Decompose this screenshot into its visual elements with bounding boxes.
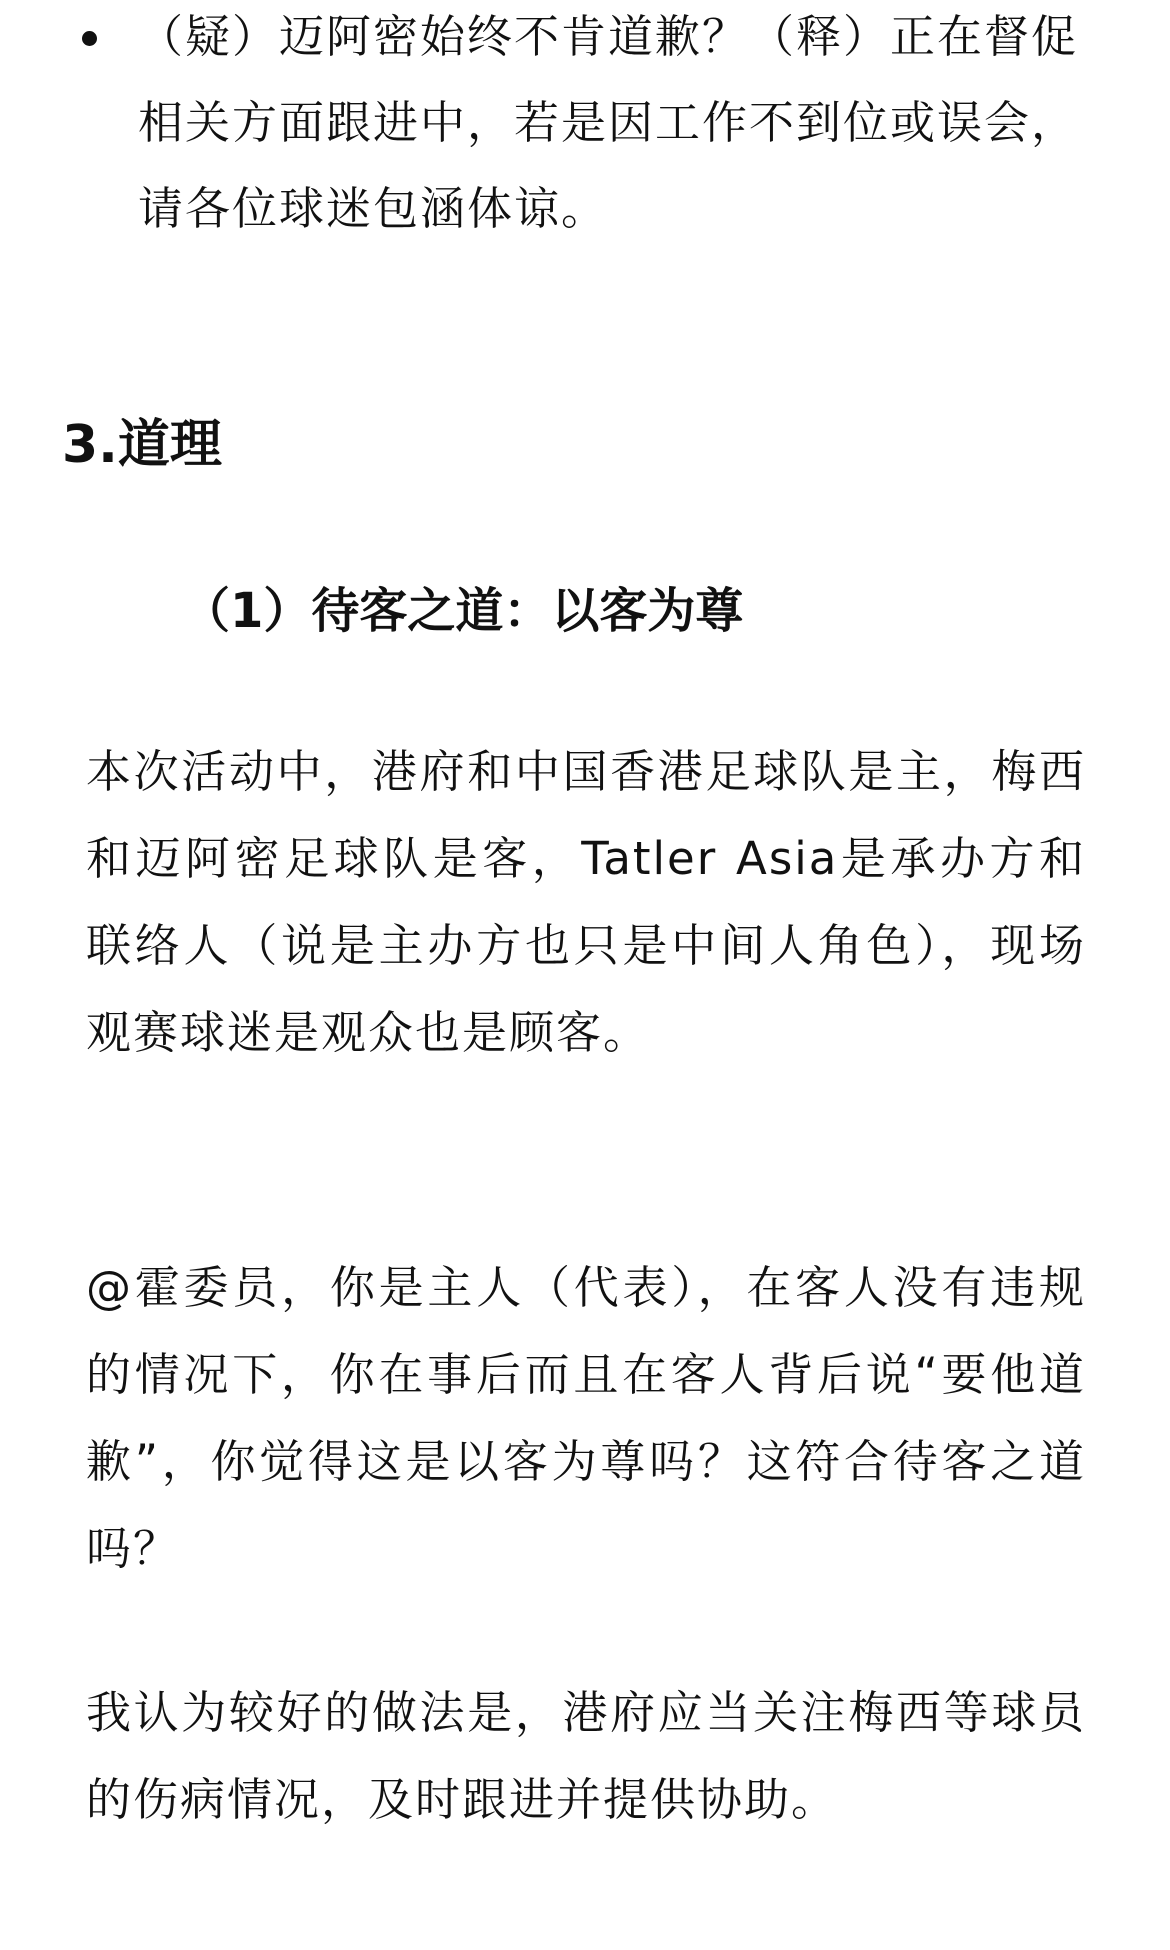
section-heading: 3.道理 — [62, 415, 222, 475]
paragraph-question: @霍委员，你是主人（代表），在客人没有违规的情况下，你在事后而且在客人背后说“要他道歉”，你觉得这是以客为尊吗？这符合待客之道吗？ — [86, 1261, 1086, 1575]
paragraph-hosting-roles: 本次活动中，港府和中国香港足球队是主，梅西和迈阿密足球队是客，Tatler Asia是承办方和联络人（说是主办方也只是中间人角色），现场观赛球迷是观众也是顾客。 — [86, 745, 1086, 1059]
list-item-text: （疑）迈阿密始终不肯道歉？（释）正在督促相关方面跟进中，若是因工作不到位或误会，请各位球迷包涵体谅。 — [138, 10, 1079, 235]
bullet-dot-icon — [82, 31, 97, 46]
paragraph-suggestion: 我认为较好的做法是，港府应当关注梅西等球员的伤病情况，及时跟进并提供协助。 — [86, 1686, 1086, 1826]
subsection-heading: （1）待客之道：以客为尊 — [182, 583, 744, 639]
